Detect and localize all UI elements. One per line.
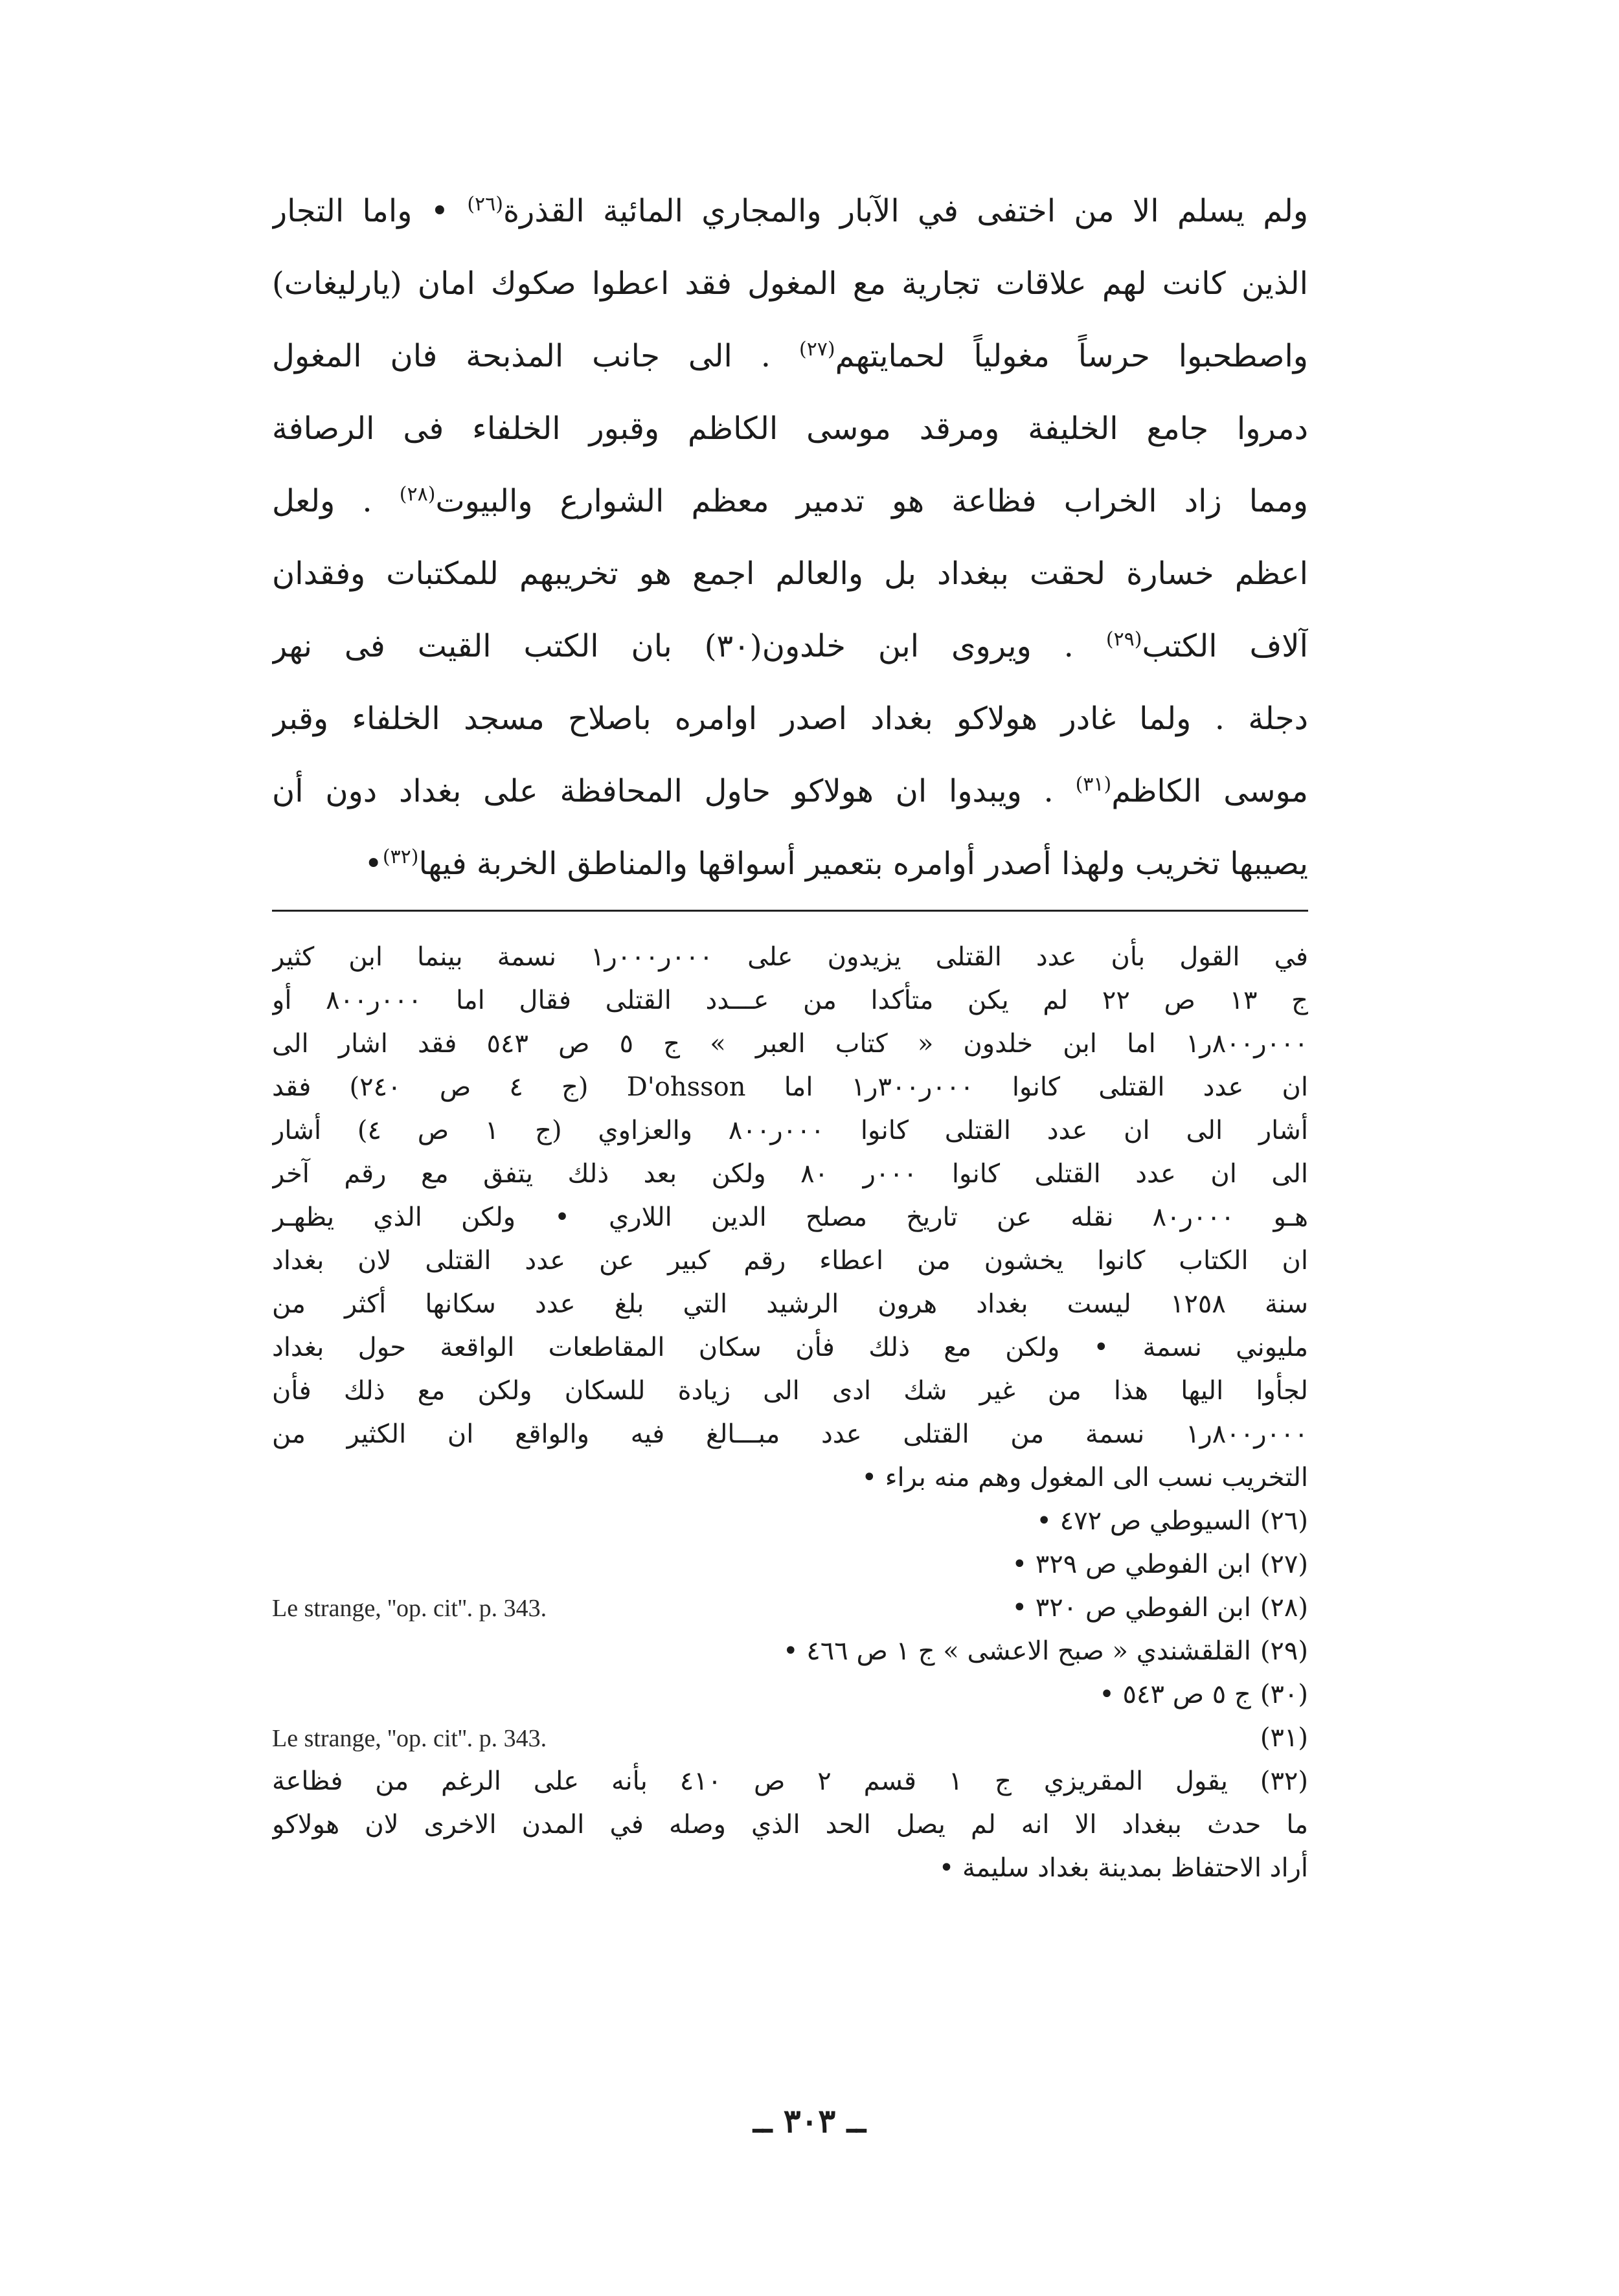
note-line: ٠٠٠ر٨٠٠ر١ نسمة من القتلى عدد مبـــالغ فيه والواقع ان الكثير من [272, 1419, 1308, 1449]
text-line: اعظم خسارة لحقت ببغداد بل والعالم اجمع هو تخريبهم للمكتبات وفقدان [272, 556, 1308, 592]
footnote-32-line: ما حدث ببغداد الا انه لم يصل الحد الذي وصله في المدن الاخرى لان هولاكو [272, 1810, 1308, 1840]
footnote-number: (٣٠) [1260, 1680, 1308, 1709]
footnote-28 [272, 1586, 1308, 1630]
note-line: أشار الى ان عدد القتلى كانوا ٠٠٠ر٨٠٠ والعزاوي (ج ١ ص ٤) أشار [272, 1116, 1308, 1145]
main-text [272, 175, 1308, 900]
note-line: مليوني نسمة • ولكن مع ذلك فأن سكان المقاطعات الواقعة حول بغداد [272, 1333, 1308, 1362]
footnote-text: ابن الفوطي ص ٣٢٩ • [1012, 1549, 1251, 1579]
text-line: ومما زاد الخراب فظاعة هو تدمير معظم الشوارع والبيوت$^{(٢٨)}$ . ولعل [272, 483, 1308, 519]
text-line: يصيبها تخريب ولهذا أصدر أوامره بتعمير أسواقها والمناطق الخربة فيها$^{(٣٢)}$• [364, 846, 1308, 882]
note-line: في القول بأن عدد القتلى يزيدون على ٠٠٠ر٠٠٠ر١ نسمة بينما ابن كثير [272, 942, 1308, 972]
page-number: ــ ٣٠٣ ــ [753, 2102, 866, 2140]
footnote-number: (٣١) [1260, 1723, 1308, 1753]
footnote-26 [272, 1500, 1308, 1543]
footnote-31 [272, 1716, 1308, 1760]
footnote-latin: Le strange, ''op. cit''. p. 343. [272, 1595, 547, 1622]
footnote-30 [272, 1673, 1308, 1716]
text-line: الذين كانت لهم علاقات تجارية مع المغول فقد اعطوا صكوك امان (يارليغات) [272, 265, 1308, 302]
note-line: ٠٠٠ر٨٠٠ر١ اما ابن خلدون « كتاب العبر » ج ٥ ص ٥٤٣ فقد اشار الى [272, 1029, 1308, 1059]
footnote-32-line: أراد الاحتفاظ بمدينة بغداد سليمة • [938, 1853, 1308, 1883]
footnote-latin: Le strange, ''op. cit''. p. 343. [272, 1725, 547, 1752]
footnote-29 [272, 1630, 1308, 1673]
footnote-number: (٢٩) [1260, 1636, 1308, 1666]
footnote-27 [272, 1543, 1308, 1586]
note-line: سنة ١٢٥٨ ليست بغداد هرون الرشيد التي بلغ عدد سكانها أكثر من [272, 1289, 1308, 1319]
note-line: ان الكتاب كانوا يخشون من اعطاء رقم كبير عن عدد القتلى لان بغداد [272, 1246, 1308, 1276]
text-line: ولم يسلم الا من اختفى في الآبار والمجاري المائية القذرة$^{(٢٦)}$ • واما التجار [272, 193, 1308, 229]
footnote-number: (٢٧) [1260, 1549, 1308, 1579]
note-line: ان عدد القتلى كانوا ٠٠٠ر٣٠٠ر١ اما D'ohsson (ج ٤ ص ٢٤٠) فقد [272, 1072, 1308, 1102]
text-line: واصطحبوا حرساً مغولياً لحمايتهم$^{(٢٧)}$ . الى جانب المذبحة فان المغول [272, 338, 1308, 374]
text-line: آلاف الكتب$^{(٢٩)}$ . ويروى ابن خلدون(٣٠) بان الكتب القيت فى نهر [272, 628, 1308, 664]
footnote-text: القلقشندي « صبح الاعشى » ج ١ ص ٤٦٦ • [782, 1636, 1251, 1666]
footnote-text: ابن الفوطي ص ٣٢٠ • [1012, 1593, 1251, 1623]
text-line: دمروا جامع الخليفة ومرقد موسى الكاظم وقبور الخلفاء فى الرصافة [272, 411, 1308, 447]
note-line: لجأوا اليها هذا من غير شك ادى الى زيادة للسكان ولكن مع ذلك فأن [272, 1376, 1308, 1406]
footnote-32-line: (٣٢) يقول المقريزي ج ١ قسم ٢ ص ٤١٠ بأنه على الرغم من فظاعة [272, 1766, 1308, 1796]
footnote-number: (٢٦) [1260, 1506, 1308, 1536]
note-line: الى ان عدد القتلى كانوا ٠٠٠ر ٨٠ ولكن بعد ذلك يتفق مع رقم آخر [272, 1159, 1308, 1189]
note-line: ج ١٣ ص ٢٢ لم يكن متأكدا من عـــدد القتلى فقال اما ٠٠٠ر٨٠٠ أو [272, 985, 1308, 1015]
note-line: هـو ٠٠٠ر٨٠ نقله عن تاريخ مصلح الدين اللاري • ولكن الذي يظهـر [272, 1202, 1308, 1232]
footnote-divider [272, 910, 1308, 912]
footnote-text: ج ٥ ص ٥٤٣ • [1099, 1680, 1251, 1709]
footnote-text: السيوطي ص ٤٧٢ • [1036, 1506, 1251, 1536]
note-line: التخريب نسب الى المغول وهم منه براء • [861, 1463, 1308, 1492]
text-line: دجلة . ولما غادر هولاكو بغداد اصدر اوامره باصلاح مسجد الخلفاء وقبر [272, 701, 1308, 737]
footnote-number: (٢٨) [1260, 1593, 1308, 1623]
footnotes-section [272, 936, 1308, 1890]
text-line: موسى الكاظم$^{(٣١)}$ . ويبدوا ان هولاكو حاول المحافظة على بغداد دون أن [272, 773, 1308, 809]
